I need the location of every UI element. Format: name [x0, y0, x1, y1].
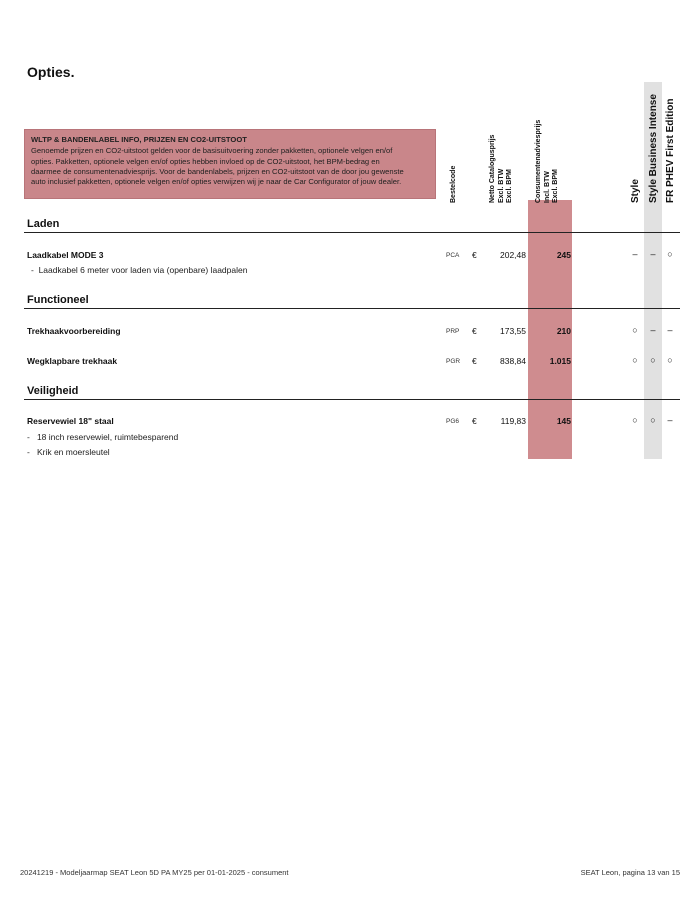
section-divider: [24, 308, 680, 309]
info-box-line: Genoemde prijzen en CO2-uitstoot gelden voor de basisuitvoering zonder pakketten, optionele velgen en/of: [31, 146, 393, 156]
info-box-line: daarmee de consumentenadviesprijs. Voor de bandenlabels, prijzen en CO2-uitstoot van de door jou gewenste: [31, 166, 404, 176]
order-code: PG6: [446, 418, 460, 425]
availability-fr-phev: ○: [667, 249, 673, 259]
availability-style: ○: [632, 415, 638, 425]
info-box: [24, 129, 436, 199]
info-box-line: opties. Pakketten, optionele velgen en/of opties hebben invloed op de CO2-uitstoot, het BPM-bedrag en: [31, 156, 380, 166]
currency-symbol: €: [472, 326, 477, 336]
section-divider: [24, 232, 680, 233]
page-title: Opties.: [27, 64, 75, 80]
availability-business-intense: ○: [650, 355, 656, 365]
option-name: Trekhaakvoorbereiding: [27, 326, 121, 336]
footer-document-info: 20241219 - Modeljaarmap SEAT Leon 5D PA MY25 per 01-01-2025 - consument: [20, 868, 289, 877]
consumer-price: 210: [556, 326, 571, 336]
availability-style: ○: [632, 325, 638, 335]
option-detail: - Laadkabel 6 meter voor laden via (openbare) laadpalen: [31, 265, 248, 275]
availability-business-intense: ○: [650, 415, 656, 425]
option-detail: - Krik en moersleutel: [27, 447, 110, 457]
consumer-price: 1.015: [549, 356, 571, 366]
section-title-laden: Laden: [27, 218, 60, 230]
net-price: 119,83: [500, 416, 526, 426]
consumer-price: 245: [556, 250, 571, 260]
section-title-veiligheid: Veiligheid: [27, 385, 79, 397]
option-name: Wegklapbare trekhaak: [27, 356, 118, 366]
order-code: PRP: [446, 328, 460, 335]
net-price: 838,84: [500, 356, 526, 366]
column-header-bestelcode: Bestelcode: [450, 165, 457, 203]
availability-fr-phev: –: [667, 325, 673, 335]
footer-page-number: SEAT Leon, pagina 13 van 15: [580, 868, 680, 877]
availability-fr-phev: –: [667, 415, 673, 425]
section-title-functioneel: Functioneel: [27, 294, 89, 306]
availability-business-intense: –: [650, 325, 656, 335]
currency-symbol: €: [472, 416, 477, 426]
order-code: PGR: [446, 358, 461, 365]
net-price: 173,55: [500, 326, 526, 336]
column-header-netto: Netto Catalogusprijs Excl. BTW Excl. BPM: [489, 134, 513, 203]
availability-business-intense: –: [650, 249, 656, 259]
availability-style: ○: [632, 355, 638, 365]
order-code: PCA: [446, 252, 460, 259]
column-header-trim-fr-phev: FR PHEV First Edition: [665, 98, 676, 203]
option-name: Reservewiel 18" staal: [27, 416, 114, 426]
option-name: Laadkabel MODE 3: [27, 250, 104, 260]
availability-style: –: [632, 249, 638, 259]
column-header-trim-business-intense: Style Business Intense: [648, 94, 659, 203]
section-divider: [24, 399, 680, 400]
consumer-price: 145: [556, 416, 571, 426]
currency-symbol: €: [472, 250, 477, 260]
column-header-consument: Consumentenadviesprijs Incl. BTW Excl. BPM: [535, 119, 559, 203]
availability-fr-phev: ○: [667, 355, 673, 365]
info-box-line: auto inclusief pakketten, optionele velgen en/of opties verwijzen wij je naar de Car Configurator of jouw dealer.: [31, 177, 402, 187]
currency-symbol: €: [472, 356, 477, 366]
column-header-trim-style: Style: [630, 179, 641, 203]
net-price: 202,48: [500, 250, 526, 260]
info-box-heading: WLTP & BANDENLABEL INFO, PRIJZEN EN CO2-UITSTOOT: [31, 135, 247, 144]
option-detail: - 18 inch reservewiel, ruimtebesparend: [27, 432, 179, 442]
